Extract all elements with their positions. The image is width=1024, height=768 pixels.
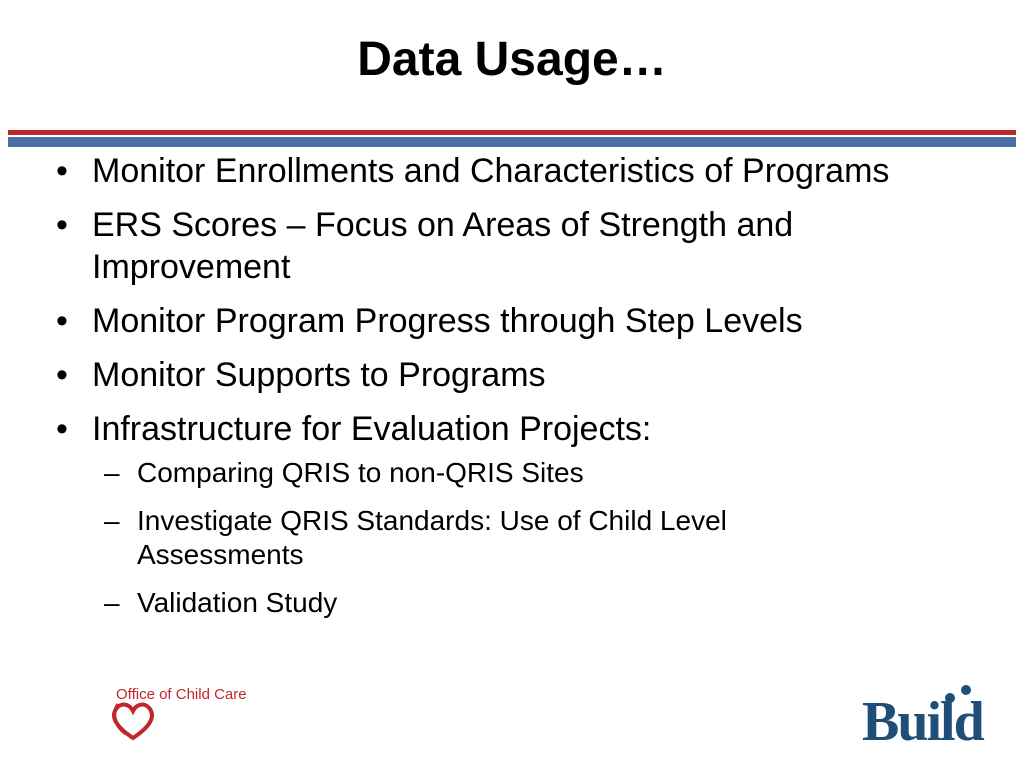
bullet-item <box>0 300 1024 342</box>
sub-bullet-dash: – <box>104 457 120 488</box>
sub-bullet-item <box>0 456 964 490</box>
bullet-dot: • <box>56 302 68 340</box>
bullet-item <box>0 204 1024 288</box>
bullet-dot: • <box>56 206 68 244</box>
bullet-text: ERS Scores – Focus on Areas of Strength and Improvement <box>92 206 794 286</box>
bullet-text: Monitor Program Progress through Step Levels <box>92 302 803 340</box>
bullet-item <box>0 408 1024 620</box>
sub-bullet-text: Validation Study <box>137 587 338 618</box>
sub-bullet-dash: – <box>104 505 120 536</box>
sub-bullet-dash: – <box>104 587 120 618</box>
bullet-item <box>0 150 1024 192</box>
sub-bullet-text: Comparing QRIS to non-QRIS Sites <box>137 457 584 488</box>
bullet-item <box>0 354 1024 396</box>
office-of-child-care-logo <box>108 686 268 746</box>
bullet-dot: • <box>56 152 68 190</box>
sub-bullet-text: Investigate QRIS Standards: Use of Child Level Assessments <box>137 505 727 570</box>
slide-title: Data Usage… <box>357 33 667 86</box>
office-of-child-care-text: Office of Child Care <box>116 686 247 703</box>
bullet-list <box>0 150 1024 634</box>
bullet-text: Monitor Enrollments and Characteristics of Programs <box>92 152 890 190</box>
sub-bullet-list <box>0 456 964 620</box>
bullet-dot: • <box>56 356 68 394</box>
build-logo <box>862 680 1012 754</box>
title-rule-blue <box>8 137 1016 147</box>
bullet-text: Infrastructure for Evaluation Projects: <box>92 410 652 448</box>
bullet-dot: • <box>56 410 68 448</box>
sub-bullet-item <box>0 586 964 620</box>
bullet-text: Monitor Supports to Programs <box>92 356 546 394</box>
sub-bullet-item <box>0 504 964 572</box>
heart-icon <box>108 698 158 746</box>
build-text: Build <box>862 691 983 753</box>
